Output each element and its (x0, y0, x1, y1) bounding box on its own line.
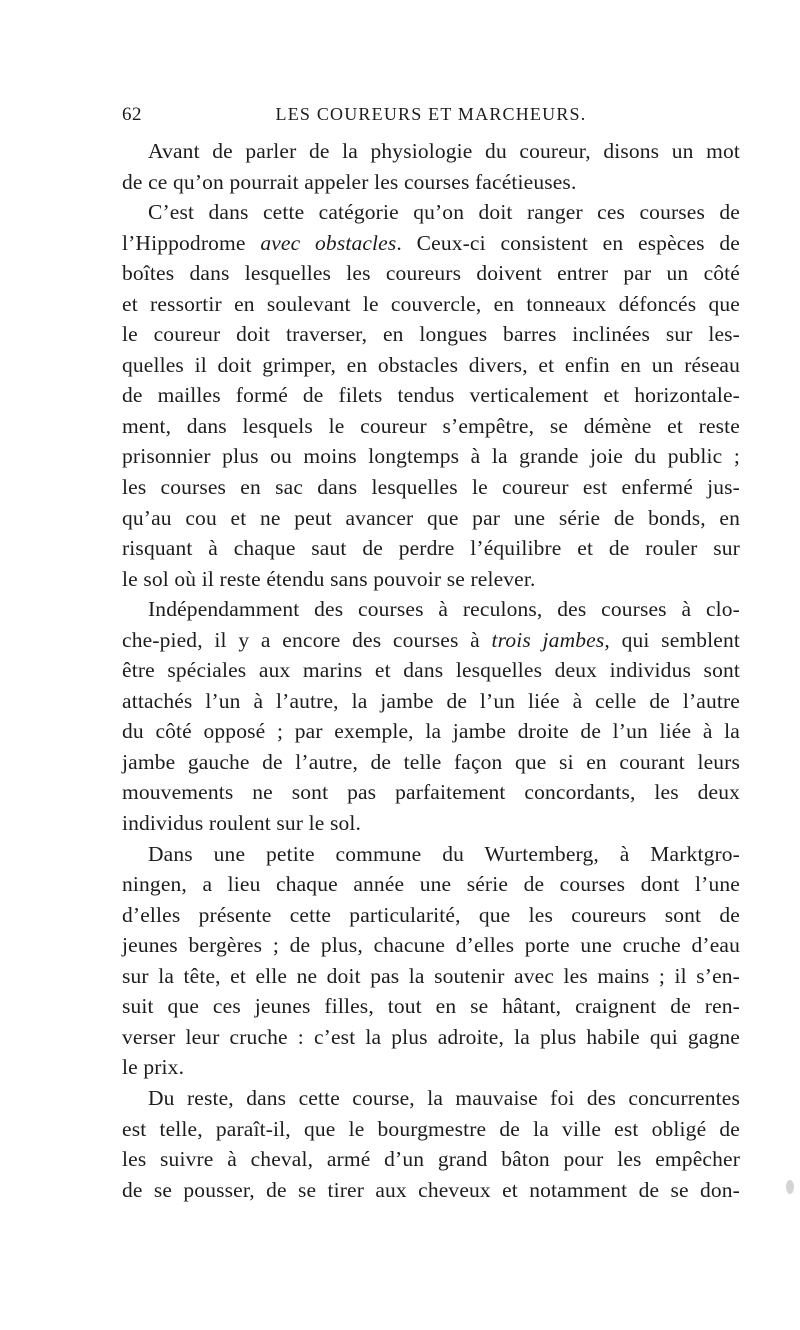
text-line: mouvements ne sont pas parfaitement concordants, les deux (122, 780, 740, 805)
page-header (122, 104, 740, 132)
text-line: risquant à chaque saut de perdre l’équilibre et de rouler sur (122, 536, 740, 561)
text-line: les courses en sac dans lesquelles le coureur est enfermé jus- (122, 475, 740, 500)
text-line: du côté opposé ; par exemple, la jambe droite de l’un liée à la (122, 719, 740, 744)
running-title: LES COUREURS ET MARCHEURS. (275, 104, 587, 124)
text-line: Dans une petite commune du Wurtemberg, à Marktgro- (148, 841, 740, 866)
text-line: prisonnier plus ou moins longtemps à la grande joie du public ; (122, 444, 740, 469)
text-line: sur la tête, et elle ne doit pas la soutenir avec les mains ; il s’en- (122, 963, 740, 988)
text-line: quelles il doit grimper, en obstacles divers, et enfin en un réseau (122, 352, 740, 377)
text-line: ment, dans lesquels le coureur s’empêtre, se démène et reste (122, 413, 740, 438)
text-line: C’est dans cette catégorie qu’on doit ranger ces courses de (148, 200, 740, 225)
text-line: verser leur cruche : c’est la plus adroite, la plus habile qui gagne (122, 1024, 740, 1049)
text-line: et ressortir en soulevant le couvercle, en tonneaux défoncés que (122, 291, 740, 316)
text-line: attachés l’un à l’autre, la jambe de l’un liée à celle de l’autre (122, 688, 740, 713)
paper-speck (786, 1180, 794, 1194)
text-line: ningen, a lieu chaque année une série de courses dont l’une (122, 872, 740, 897)
text-line: le coureur doit traverser, en longues barres inclinées sur les- (122, 322, 740, 347)
text-line: être spéciales aux marins et dans lesquelles deux individus sont (122, 658, 740, 683)
text-line: jambe gauche de l’autre, de telle façon que si en courant leurs (122, 749, 740, 774)
text-line: suit que ces jeunes filles, tout en se hâtant, craignent de ren- (122, 994, 740, 1019)
text-line: le prix. (122, 1055, 185, 1080)
text-line: individus roulent sur le sol. (122, 811, 362, 836)
text-line: che-pied, il y a encore des courses à trois jambes, qui semblent (122, 627, 740, 652)
text-line: l’Hippodrome avec obstacles. Ceux-ci consistent en espèces de (122, 230, 740, 255)
text-line: jeunes bergères ; de plus, chacune d’elles porte une cruche d’eau (122, 933, 740, 958)
text-line: est telle, paraît-il, que le bourgmestre de la ville est obligé de (122, 1116, 740, 1141)
text-line: de ce qu’on pourrait appeler les courses facétieuses. (122, 169, 577, 194)
text-line: boîtes dans lesquelles les coureurs doivent entrer par un côté (122, 261, 740, 286)
text-line: de mailles formé de filets tendus verticalement et horizontale- (122, 383, 740, 408)
text-line: Indépendamment des courses à reculons, des courses à clo- (148, 597, 740, 622)
text-line: qu’au cou et ne peut avancer que par une série de bonds, en (122, 505, 740, 530)
text-line: d’elles présente cette particularité, que les coureurs sont de (122, 902, 740, 927)
text-line: Du reste, dans cette course, la mauvaise foi des concurrentes (148, 1085, 740, 1110)
body-text (122, 136, 740, 1205)
text-line: Avant de parler de la physiologie du coureur, disons un mot (148, 139, 740, 163)
text-line: le sol où il reste étendu sans pouvoir se relever. (122, 566, 536, 591)
text-line: de se pousser, de se tirer aux cheveux et notamment de se don- (122, 1177, 740, 1202)
text-line: les suivre à cheval, armé d’un grand bâton pour les empêcher (122, 1147, 740, 1172)
page-number: 62 (122, 104, 142, 125)
